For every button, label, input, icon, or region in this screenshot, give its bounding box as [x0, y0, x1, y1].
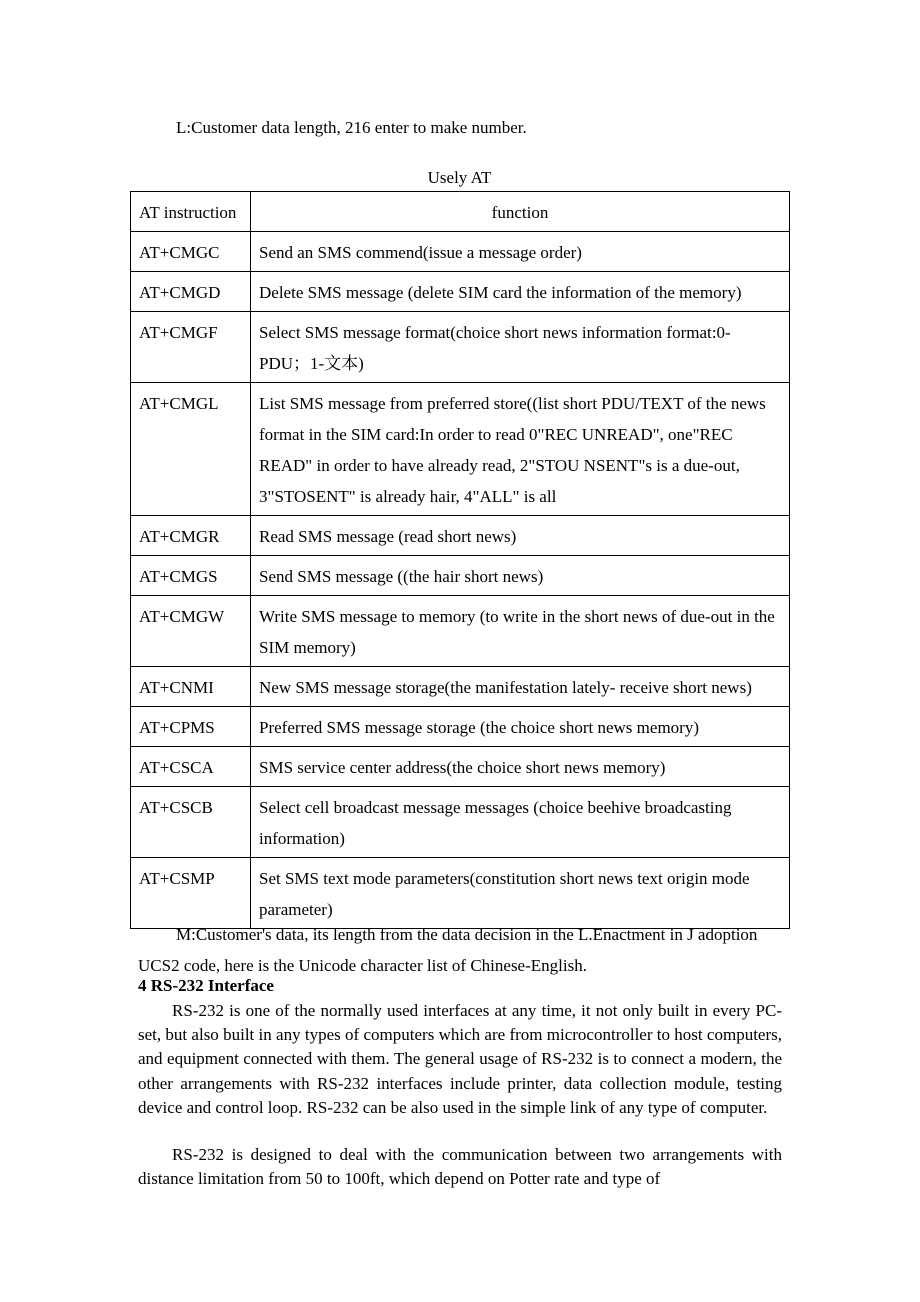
m-paragraph: M:Customer's data, its length from the data decision in the L.Enactment in J adoption UCS2 code, here is the Unicode character list of Chinese-English. [138, 925, 758, 975]
at-command-table [130, 191, 790, 929]
table-row [131, 747, 790, 787]
function-cell: List SMS message from preferred store((list short PDU/TEXT of the news format in the SIM card:In order to read 0"REC UNREAD", one"REC READ" in order to have already read, 2"STOU NSENT"s is a due-out, 3"STOSENT" is already hair, 4"ALL" is all [251, 383, 790, 516]
table-row [131, 272, 790, 312]
function-cell: Select SMS message format(choice short news information format:0-PDU；1-文本) [251, 312, 790, 383]
function-cell: Read SMS message (read short news) [251, 516, 790, 556]
header-command-cell: AT instruction [131, 192, 251, 232]
function-cell: Set SMS text mode parameters(constitution short news text origin mode parameter) [251, 858, 790, 929]
function-cell: Delete SMS message (delete SIM card the information of the memory) [251, 272, 790, 312]
command-cell: AT+CMGS [131, 556, 251, 596]
table-row [131, 667, 790, 707]
command-cell: AT+CMGR [131, 516, 251, 556]
body-paragraph-1: RS-232 is one of the normally used interfaces at any time, it not only built in every PC-set, but also built in any types of computers which are from microcontroller to host computers, and equipment connected with them. The general usage of RS-232 is to connect a modern, the other arrangements with RS-232 interfaces include printer, data collection module, testing device and control loop. RS-232 can be also used in the simple link of any type of computer. [138, 1001, 782, 1117]
table-row [131, 596, 790, 667]
command-cell: AT+CSCB [131, 787, 251, 858]
intro-line: L:Customer data length, 216 enter to make number. [176, 118, 527, 137]
body-paragraph-2: RS-232 is designed to deal with the communication between two arrangements with distance limitation from 50 to 100ft, which depend on Potter rate and type of [138, 1145, 782, 1189]
table-row [131, 516, 790, 556]
table-row [131, 312, 790, 383]
command-cell: AT+CMGW [131, 596, 251, 667]
function-cell: Preferred SMS message storage (the choice short news memory) [251, 707, 790, 747]
command-cell: AT+CMGC [131, 232, 251, 272]
table-row [131, 556, 790, 596]
function-cell: New SMS message storage(the manifestation lately- receive short news) [251, 667, 790, 707]
table-row [131, 787, 790, 858]
command-cell: AT+CSMP [131, 858, 251, 929]
function-cell: Select cell broadcast message messages (choice beehive broadcasting information) [251, 787, 790, 858]
header-function-cell: function [251, 192, 790, 232]
table-row [131, 707, 790, 747]
table-row [131, 232, 790, 272]
section-heading: 4 RS-232 Interface [138, 976, 274, 995]
command-cell: AT+CMGF [131, 312, 251, 383]
command-cell: AT+CMGL [131, 383, 251, 516]
command-cell: AT+CNMI [131, 667, 251, 707]
table-row [131, 383, 790, 516]
function-cell: Write SMS message to memory (to write in the short news of due-out in the SIM memory) [251, 596, 790, 667]
function-cell: SMS service center address(the choice short news memory) [251, 747, 790, 787]
function-cell: Send an SMS commend(issue a message order) [251, 232, 790, 272]
function-cell: Send SMS message ((the hair short news) [251, 556, 790, 596]
table-caption: Usely AT [427, 168, 492, 187]
table-header-row [131, 192, 790, 232]
command-cell: AT+CMGD [131, 272, 251, 312]
command-cell: AT+CSCA [131, 747, 251, 787]
table-row [131, 858, 790, 929]
command-cell: AT+CPMS [131, 707, 251, 747]
